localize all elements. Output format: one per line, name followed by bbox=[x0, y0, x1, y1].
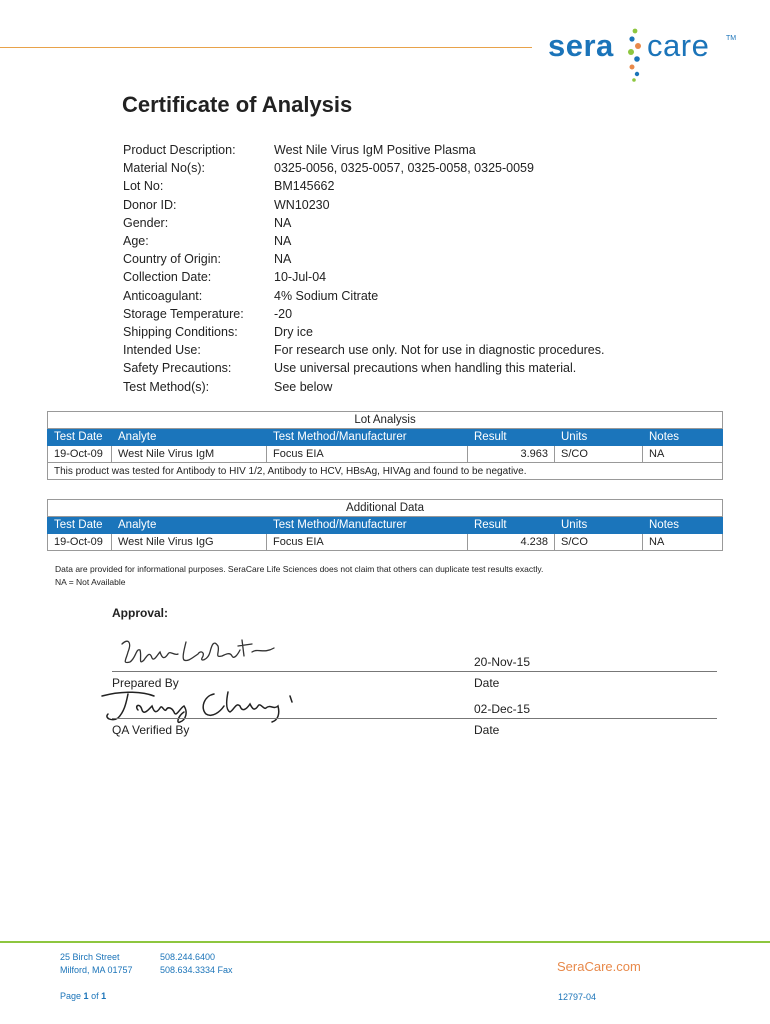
info-label: Age: bbox=[123, 234, 149, 249]
cell-units: S/CO bbox=[555, 446, 643, 463]
info-row bbox=[123, 214, 605, 232]
cell-date: 19-Oct-09 bbox=[48, 534, 112, 551]
prepared-date: 20-Nov-15 bbox=[474, 655, 531, 669]
lot-analysis-title: Lot Analysis bbox=[48, 412, 723, 429]
info-value: For research use only. Not for use in diagnostic procedures. bbox=[274, 343, 605, 358]
qa-signature bbox=[94, 688, 314, 726]
info-value: See below bbox=[274, 379, 333, 394]
cell-units: S/CO bbox=[555, 534, 643, 551]
info-row bbox=[123, 341, 605, 359]
info-row bbox=[123, 250, 605, 268]
cell-analyte: West Nile Virus IgM bbox=[112, 446, 267, 463]
col-units: Units bbox=[555, 429, 643, 446]
col-test-date: Test Date bbox=[48, 517, 112, 534]
fax-number: 508.634.3334 Fax bbox=[160, 965, 233, 975]
cell-notes: NA bbox=[643, 446, 723, 463]
page-prefix: Page bbox=[60, 991, 82, 1001]
cell-method: Focus EIA bbox=[267, 446, 468, 463]
info-value: NA bbox=[274, 234, 292, 249]
qa-date: 02-Dec-15 bbox=[474, 702, 531, 716]
info-row bbox=[123, 323, 605, 341]
lot-analysis-header-row bbox=[48, 429, 723, 446]
info-label: Safety Precautions: bbox=[123, 361, 232, 376]
info-label: Lot No: bbox=[123, 179, 164, 194]
prepared-by-signature bbox=[114, 634, 289, 674]
page-of: of bbox=[91, 991, 99, 1001]
info-row bbox=[123, 159, 605, 177]
website-link[interactable]: SeraCare.com bbox=[557, 959, 641, 974]
table-row bbox=[48, 446, 723, 463]
info-row bbox=[123, 232, 605, 250]
col-test-method: Test Method/Manufacturer bbox=[267, 517, 468, 534]
lot-analysis-note: This product was tested for Antibody to HIV 1/2, Antibody to HCV, HBsAg, HIVAg and found to be negative. bbox=[48, 463, 723, 480]
approval-heading: Approval: bbox=[112, 606, 169, 620]
col-notes: Notes bbox=[643, 429, 723, 446]
col-analyte: Analyte bbox=[112, 517, 267, 534]
col-test-method: Test Method/Manufacturer bbox=[267, 429, 468, 446]
logo-dots-icon bbox=[622, 26, 648, 84]
logo-text-sera: sera bbox=[548, 28, 614, 63]
seracare-logo bbox=[548, 26, 738, 84]
info-label: Country of Origin: bbox=[123, 252, 221, 267]
info-label: Storage Temperature: bbox=[123, 306, 244, 321]
qa-date-label: Date bbox=[474, 723, 500, 737]
additional-data-table bbox=[47, 499, 723, 551]
prepared-by-rule bbox=[112, 671, 717, 672]
product-info bbox=[123, 141, 605, 396]
info-row bbox=[123, 177, 605, 195]
info-row bbox=[123, 141, 605, 159]
info-row bbox=[123, 268, 605, 286]
footer-contact bbox=[160, 951, 233, 977]
lot-analysis-table bbox=[47, 411, 723, 480]
header-rule bbox=[0, 47, 532, 48]
info-value: 0325-0056, 0325-0057, 0325-0058, 0325-0059 bbox=[274, 161, 534, 176]
page-total: 1 bbox=[101, 991, 107, 1001]
info-value: Dry ice bbox=[274, 325, 313, 340]
logo-trademark: TM bbox=[726, 35, 737, 42]
col-test-date: Test Date bbox=[48, 429, 112, 446]
address-street: 25 Birch Street bbox=[60, 952, 120, 962]
phone-number: 508.244.6400 bbox=[160, 952, 216, 962]
info-row bbox=[123, 305, 605, 323]
info-value: 4% Sodium Citrate bbox=[274, 288, 379, 303]
cell-notes: NA bbox=[643, 534, 723, 551]
document-number: 12797-04 bbox=[558, 992, 597, 1002]
footer-rule bbox=[0, 941, 770, 943]
info-label: Test Method(s): bbox=[123, 379, 210, 394]
info-row bbox=[123, 196, 605, 214]
info-row bbox=[123, 378, 605, 396]
info-label: Material No(s): bbox=[123, 161, 205, 176]
prepared-by-label: Prepared By bbox=[112, 676, 179, 690]
info-value: Use universal precautions when handling this material. bbox=[274, 361, 577, 376]
info-label: Gender: bbox=[123, 215, 169, 230]
col-notes: Notes bbox=[643, 517, 723, 534]
info-label: Anticoagulant: bbox=[123, 288, 203, 303]
disclaimer bbox=[55, 563, 543, 588]
address-city: Milford, MA 01757 bbox=[60, 965, 133, 975]
cell-result: 3.963 bbox=[468, 446, 555, 463]
col-units: Units bbox=[555, 517, 643, 534]
col-result: Result bbox=[468, 429, 555, 446]
info-label: Product Description: bbox=[123, 143, 236, 157]
cell-result: 4.238 bbox=[468, 534, 555, 551]
na-legend: NA = Not Available bbox=[55, 576, 126, 587]
info-row bbox=[123, 359, 605, 377]
col-result: Result bbox=[468, 517, 555, 534]
info-value: 10-Jul-04 bbox=[274, 270, 327, 285]
prepared-date-label: Date bbox=[474, 676, 500, 690]
page-current: 1 bbox=[83, 991, 89, 1001]
cell-date: 19-Oct-09 bbox=[48, 446, 112, 463]
cell-analyte: West Nile Virus IgG bbox=[112, 534, 267, 551]
cell-method: Focus EIA bbox=[267, 534, 468, 551]
qa-verified-rule bbox=[112, 718, 717, 719]
info-row bbox=[123, 287, 605, 305]
info-value: WN10230 bbox=[274, 197, 330, 212]
info-label: Intended Use: bbox=[123, 343, 201, 358]
info-label: Donor ID: bbox=[123, 197, 177, 212]
info-value: -20 bbox=[274, 306, 293, 321]
footer-address bbox=[60, 951, 133, 977]
additional-data-header-row bbox=[48, 517, 723, 534]
logo-text-care: care bbox=[647, 28, 710, 63]
col-analyte: Analyte bbox=[112, 429, 267, 446]
additional-data-title: Additional Data bbox=[48, 500, 723, 517]
info-value: West Nile Virus IgM Positive Plasma bbox=[274, 143, 476, 157]
disclaimer-text: Data are provided for informational purposes. SeraCare Life Sciences does not claim that others can duplicate test results exactly. bbox=[55, 564, 544, 574]
info-label: Shipping Conditions: bbox=[123, 325, 238, 340]
info-value: NA bbox=[274, 252, 292, 267]
info-label: Collection Date: bbox=[123, 270, 212, 285]
table-row bbox=[48, 534, 723, 551]
page-number bbox=[60, 990, 106, 1003]
info-value: BM145662 bbox=[274, 179, 335, 194]
info-value: NA bbox=[274, 215, 292, 230]
page-title: Certificate of Analysis bbox=[122, 92, 353, 117]
qa-verified-label: QA Verified By bbox=[112, 723, 190, 737]
